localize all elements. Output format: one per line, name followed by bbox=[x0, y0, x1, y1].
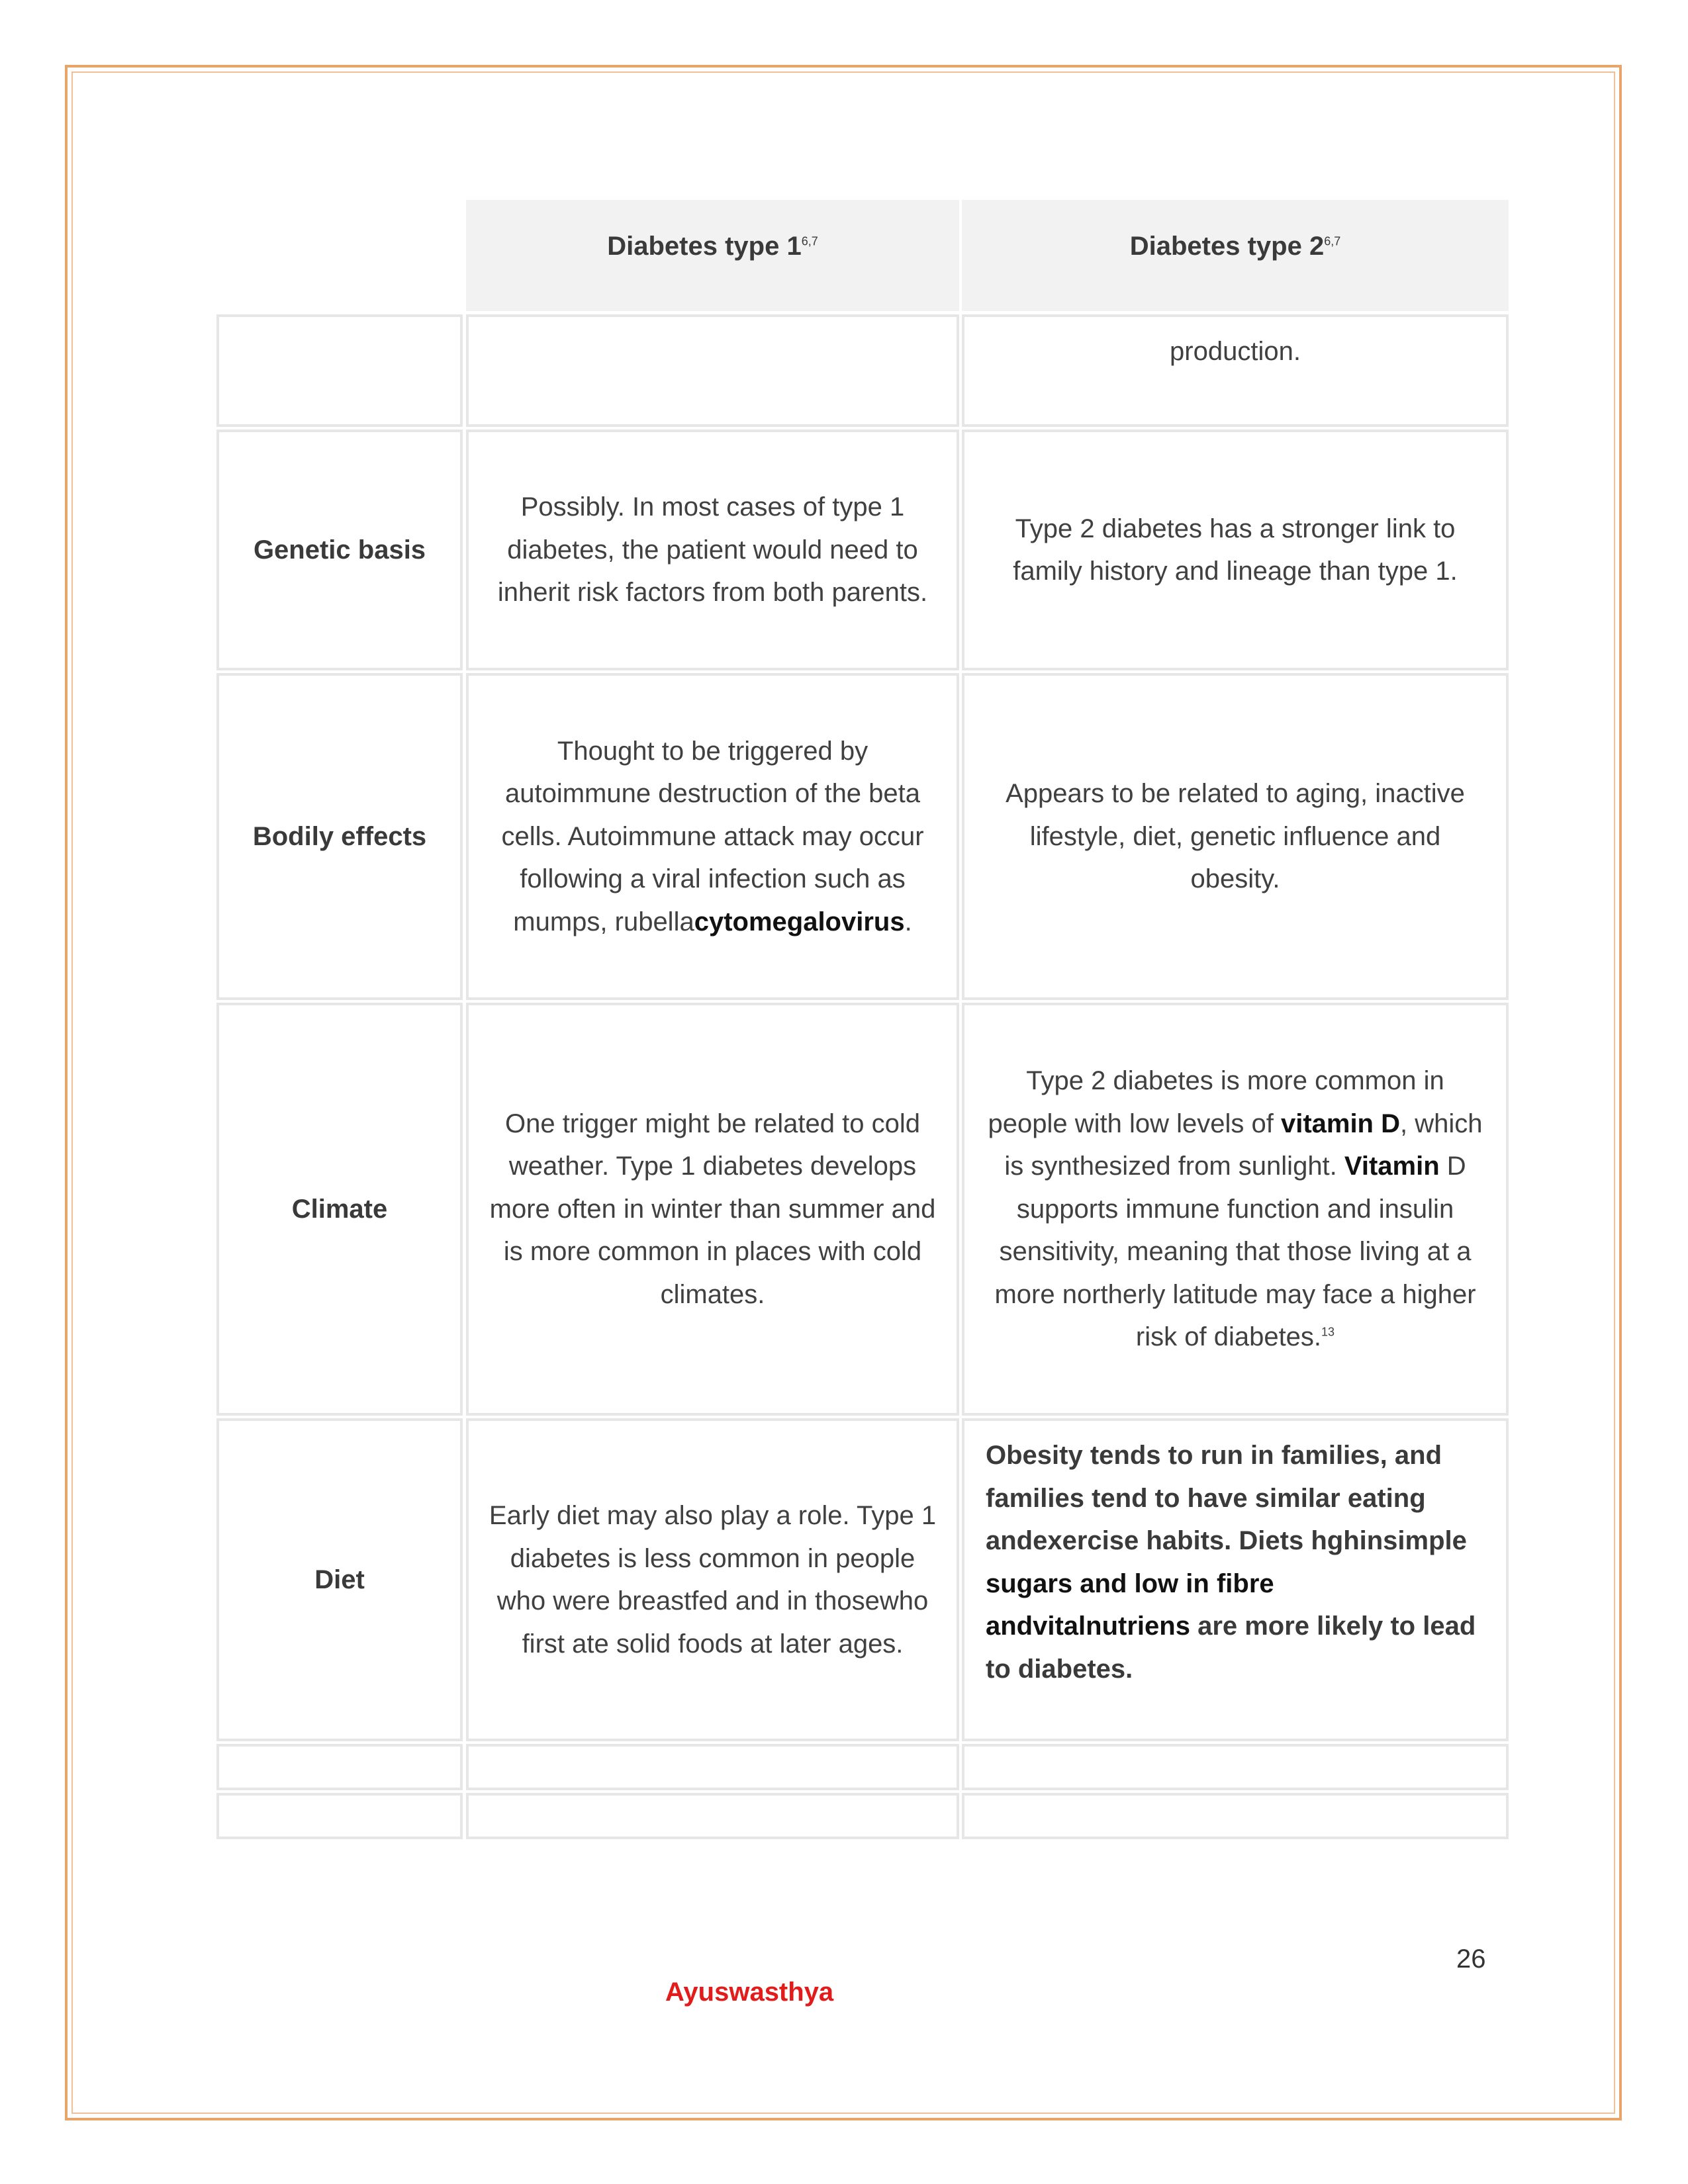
header-type1-sup: 6,7 bbox=[801, 234, 818, 248]
row-diet-type1-text: Early diet may also play a role. Type 1 diabetes is less common in people who were breastfed and in thosewho first ate solid foods at later ages. bbox=[489, 1501, 937, 1659]
row-diet-label-text: Diet bbox=[314, 1565, 365, 1594]
row-diet-type2 bbox=[962, 1418, 1509, 1741]
header-type2-label: Diabetes type 2 bbox=[1129, 232, 1325, 261]
row-bodily-type1-end: . bbox=[904, 907, 912, 936]
header-type2 bbox=[962, 200, 1509, 311]
row-bodily-type2 bbox=[962, 673, 1509, 1000]
row-genetic-type2-text: Type 2 diabetes has a stronger link to family history and lineage than type 1. bbox=[1013, 514, 1458, 586]
row-production-type1 bbox=[466, 314, 959, 427]
empty-row-1-type2 bbox=[962, 1744, 1509, 1790]
row-bodily-type1-bold: cytomegalovirus bbox=[694, 907, 905, 936]
row-production-type2-text: production. bbox=[1170, 337, 1301, 366]
header-type1 bbox=[466, 200, 959, 311]
row-climate-label-text: Climate bbox=[291, 1194, 388, 1224]
row-diet-type2-text-a: Obesity tends to run in families, and families tend to have similar eating andexercise habits. Diets hghinsimple bbox=[986, 1441, 1467, 1555]
row-climate-type2-sup: 13 bbox=[1321, 1325, 1335, 1339]
empty-row-2-type2 bbox=[962, 1793, 1509, 1839]
row-diet-label bbox=[216, 1418, 463, 1741]
row-climate-type2-text-a: Type 2 diabetes is more common in people with low levels of bbox=[988, 1066, 1444, 1138]
row-climate-type2-text-c: , which is synthesized from sunlight. bbox=[1004, 1109, 1483, 1181]
empty-row-1-type1 bbox=[466, 1744, 959, 1790]
row-genetic-type2 bbox=[962, 430, 1509, 670]
empty-row-2-label bbox=[216, 1793, 463, 1839]
empty-row-2-type1 bbox=[466, 1793, 959, 1839]
row-climate-type1 bbox=[466, 1003, 959, 1416]
footer-brand: Ayuswasthya bbox=[665, 1978, 834, 2007]
row-climate-type1-text: One trigger might be related to cold weather. Type 1 diabetes develops more often in winter than summer and is more common in places with cold climates. bbox=[489, 1109, 936, 1309]
row-diet-type2-text-c: are more likely to lead to diabetes. bbox=[986, 1612, 1476, 1684]
row-genetic-type1-text: Possibly. In most cases of type 1 diabetes, the patient would need to inherit risk factors from both parents. bbox=[497, 492, 928, 608]
row-climate-label bbox=[216, 1003, 463, 1416]
header-type2-sup: 6,7 bbox=[1324, 234, 1341, 248]
row-bodily-type1-text: Thought to be triggered by autoimmune destruction of the beta cells. Autoimmune attack may occur following a viral infection such as mumps, rubella bbox=[501, 736, 924, 936]
row-bodily-type1 bbox=[466, 673, 959, 1000]
row-climate-vitamin-d: vitamin D bbox=[1280, 1109, 1400, 1138]
row-climate-vitamin: Vitamin bbox=[1344, 1152, 1440, 1181]
header-type1-label: Diabetes type 1 bbox=[607, 232, 802, 261]
row-production-label bbox=[216, 314, 463, 427]
row-bodily-type2-text: Appears to be related to aging, inactive lifestyle, diet, genetic influence and obesity. bbox=[1006, 779, 1465, 894]
row-climate-type2 bbox=[962, 1003, 1509, 1416]
row-diet-type1 bbox=[466, 1418, 959, 1741]
row-genetic-label-text: Genetic basis bbox=[253, 535, 426, 565]
row-bodily-label bbox=[216, 673, 463, 1000]
row-bodily-label-text: Bodily effects bbox=[252, 821, 427, 851]
empty-row-1-label bbox=[216, 1744, 463, 1790]
row-climate-type2-text-d: D supports immune function and insulin sensitivity, meaning that those living at a more northerly latitude may face a higher risk of diabetes. bbox=[994, 1152, 1476, 1352]
row-diet-type2-text-b: sugars and low in fibre andvitalnutriens bbox=[986, 1569, 1274, 1641]
header-empty-cell bbox=[216, 200, 463, 311]
page-number: 26 bbox=[1456, 1944, 1486, 1974]
row-production-type2 bbox=[962, 314, 1509, 427]
row-genetic-label bbox=[216, 430, 463, 670]
row-genetic-type1 bbox=[466, 430, 959, 670]
